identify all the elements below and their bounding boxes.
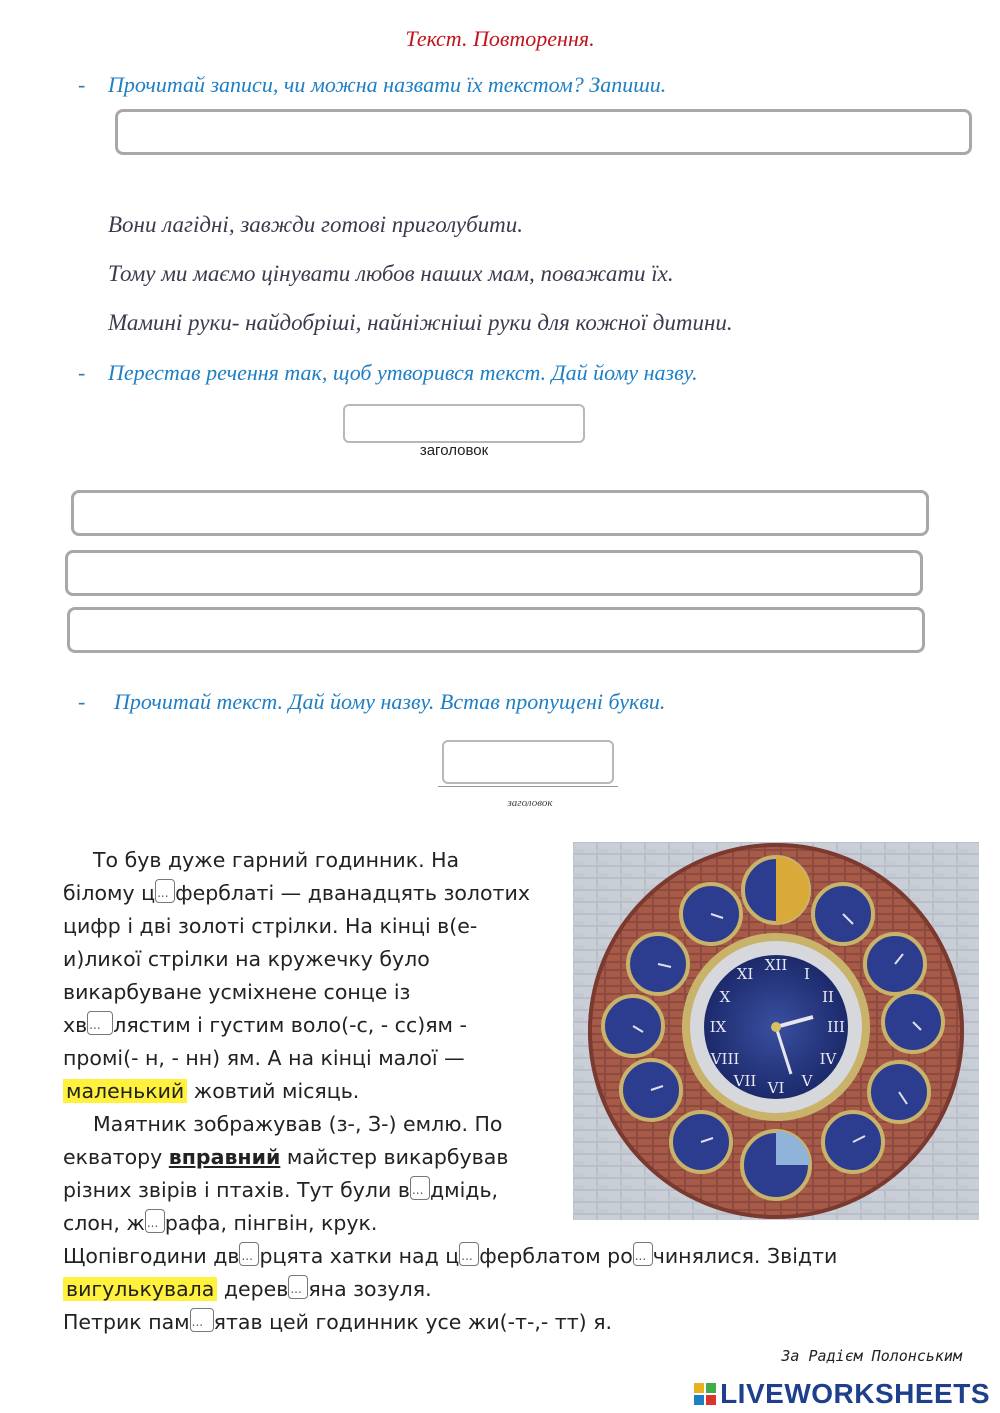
story-line: екватору вправний майстер викарбував bbox=[63, 1145, 509, 1169]
liveworksheets-icon bbox=[694, 1383, 716, 1405]
astronomical-clock-image bbox=[573, 842, 979, 1220]
svg-text:III: III bbox=[827, 1018, 845, 1036]
author-credit: За Радієм Полонським bbox=[781, 1347, 962, 1365]
story-line: и)ликої стрілки на кружечку було bbox=[63, 947, 430, 971]
svg-text:V: V bbox=[801, 1072, 813, 1090]
svg-text:XI: XI bbox=[736, 965, 754, 983]
story-line: Щопівгодини дв... рцята хатки над ц... ферблатом ро... чинялися. Звідти bbox=[63, 1240, 837, 1273]
story-line: Маятник зображував (з-, З-) емлю. По bbox=[93, 1112, 503, 1136]
brand-text: LIVEWORKSHEETS bbox=[720, 1378, 990, 1409]
svg-text:XII: XII bbox=[764, 956, 788, 974]
letter-gap-input[interactable] bbox=[633, 1242, 653, 1266]
letter-gap-input[interactable] bbox=[87, 1011, 113, 1035]
story-line: промі(- н, - нн) ям. А на кінці малої — bbox=[63, 1046, 465, 1070]
task-1-instruction bbox=[78, 72, 666, 98]
heading-caption-small: заголовок bbox=[507, 797, 553, 809]
story-line: То був дуже гарний годинник. На bbox=[93, 848, 460, 872]
bullet-dash: - bbox=[78, 72, 86, 97]
letter-gap-input[interactable] bbox=[190, 1308, 214, 1332]
page-title: Текст. Повторення. bbox=[405, 26, 595, 51]
bullet-dash: - bbox=[78, 689, 86, 714]
underline-divider bbox=[438, 786, 618, 787]
story-line: вигулькувала дерев... яна зозуля. bbox=[63, 1273, 837, 1306]
svg-text:II: II bbox=[822, 988, 834, 1006]
task-2-instruction bbox=[78, 360, 698, 386]
svg-text:VI: VI bbox=[767, 1079, 785, 1097]
letter-gap-input[interactable] bbox=[459, 1242, 479, 1266]
bullet-dash: - bbox=[78, 360, 86, 385]
underlined-word: вправний bbox=[168, 1145, 281, 1169]
task-3-instruction bbox=[78, 689, 665, 715]
letter-gap-input[interactable] bbox=[145, 1209, 165, 1233]
letter-gap-input[interactable] bbox=[288, 1275, 308, 1299]
story-line: різних звірів і птахів. Тут були в... дмідь, bbox=[63, 1174, 837, 1207]
story-line: цифр і дві золоті стрілки. На кінці в(е- bbox=[63, 914, 478, 938]
liveworksheets-logo bbox=[694, 1378, 990, 1410]
answer-field-3[interactable] bbox=[65, 550, 923, 596]
story-line: маленький жовтий місяць. bbox=[63, 1075, 837, 1108]
highlighted-word: маленький bbox=[63, 1079, 187, 1103]
svg-text:VII: VII bbox=[733, 1072, 757, 1090]
sentence-3: Мамині руки- найдобріші, найніжніші руки для кожної дитини. bbox=[108, 310, 733, 335]
answer-field-2[interactable] bbox=[71, 490, 929, 536]
heading-caption: заголовок bbox=[419, 442, 489, 459]
svg-text:I: I bbox=[804, 965, 810, 983]
story-line: викарбуване усміхнене сонце із bbox=[63, 980, 411, 1004]
heading-field-2[interactable] bbox=[442, 740, 614, 784]
letter-gap-input[interactable] bbox=[410, 1176, 430, 1200]
story-line: хв... лястим і густим воло(-с, - сс)ям - bbox=[63, 1009, 837, 1042]
task-1-text: Прочитай записи, чи можна назвати їх текстом? Запиши. bbox=[108, 72, 667, 97]
sentence-1: Вони лагідні, завжди готові приголубити. bbox=[108, 212, 524, 237]
answer-field-4[interactable] bbox=[67, 607, 925, 653]
highlighted-word: вигулькувала bbox=[63, 1277, 217, 1301]
story-line: Петрик пам... ятав цей годинник усе жи(-т-,- тт) я. bbox=[63, 1306, 837, 1339]
svg-text:IV: IV bbox=[819, 1050, 837, 1068]
answer-field-1[interactable] bbox=[115, 109, 972, 155]
heading-field-1[interactable] bbox=[343, 404, 585, 443]
story-line: слон, ж... рафа, пінгвін, крук. bbox=[63, 1207, 837, 1240]
letter-gap-input[interactable] bbox=[155, 879, 175, 903]
svg-text:X: X bbox=[719, 988, 731, 1006]
task-2-text: Перестав речення так, щоб утворився текст. Дай йому назву. bbox=[108, 360, 698, 385]
task-3-text: Прочитай текст. Дай йому назву. Встав пропущені букви. bbox=[114, 689, 666, 714]
sentence-2: Тому ми маємо цінувати любов наших мам, поважати їх. bbox=[108, 261, 674, 286]
svg-text:VIII: VIII bbox=[710, 1050, 740, 1068]
svg-text:IX: IX bbox=[709, 1018, 727, 1036]
letter-gap-input[interactable] bbox=[239, 1242, 259, 1266]
story-line: білому ц... ферблаті — дванадцять золотих bbox=[63, 877, 837, 910]
